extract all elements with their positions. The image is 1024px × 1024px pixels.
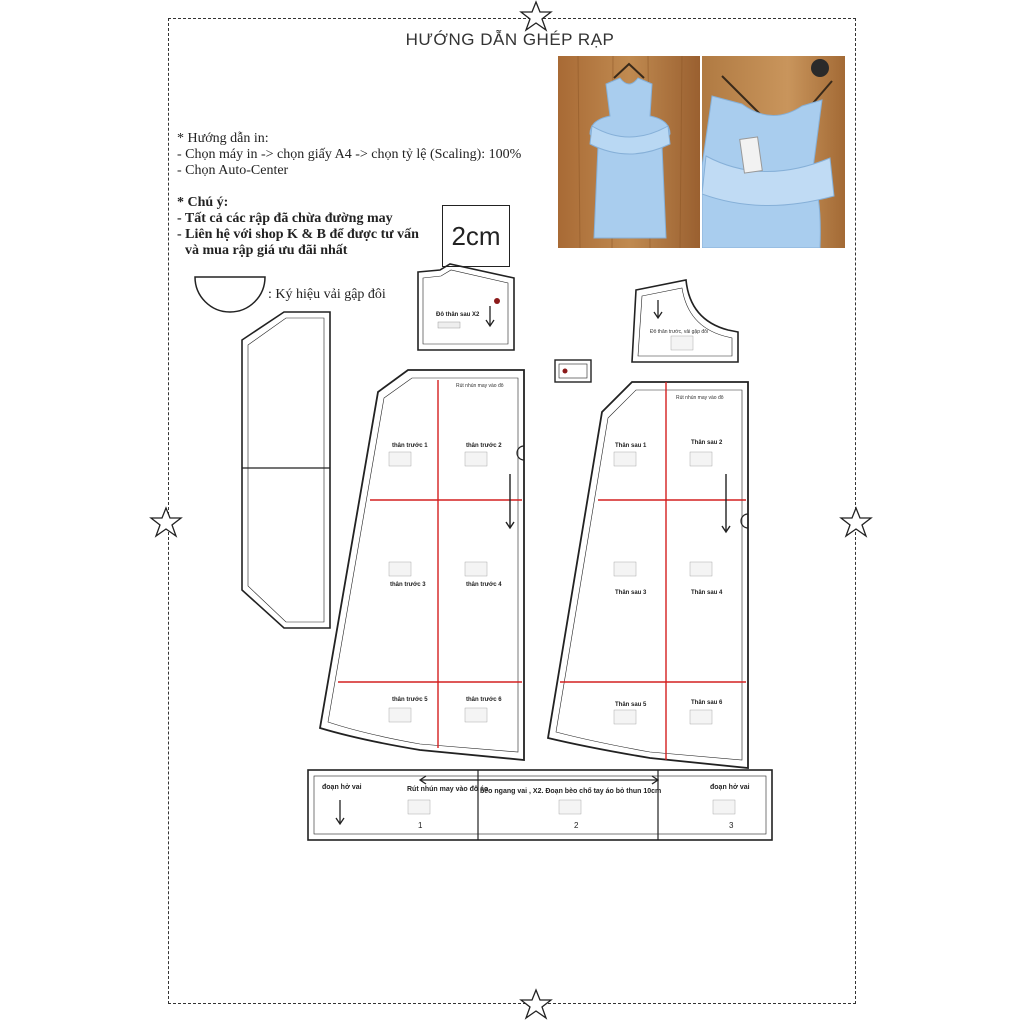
notes-heading: * Chú ý: bbox=[177, 195, 229, 210]
note-line: và mua rập giá ưu đãi nhất bbox=[185, 243, 348, 258]
star-icon bbox=[841, 508, 871, 536]
strip-right-label: đoạn hở vai bbox=[710, 784, 750, 791]
strip-number: 1 bbox=[418, 821, 423, 830]
pattern-piece-front-body bbox=[320, 370, 524, 760]
panel-label: Thân sau 1 bbox=[615, 443, 647, 449]
panel-label: Thân sau 6 bbox=[691, 700, 723, 706]
fold-symbol bbox=[195, 277, 265, 312]
pattern-piece-back-body bbox=[548, 382, 748, 768]
print-instructions-heading: * Hướng dẫn in: bbox=[177, 131, 269, 146]
star-icon bbox=[521, 990, 551, 1018]
pattern-piece-back-facing bbox=[418, 264, 514, 350]
back-facing-label: Đô thân sau X2 bbox=[436, 312, 480, 318]
panel-label: thân trước 1 bbox=[392, 443, 428, 449]
front-facing-label: Đô thân trước, vải gập đôi bbox=[650, 329, 709, 335]
panel-label: thân trước 6 bbox=[466, 697, 502, 703]
panel-label: Thân sau 5 bbox=[615, 702, 647, 708]
notch-marker bbox=[555, 360, 591, 382]
strip-left-label: đoạn hở vai bbox=[322, 784, 362, 791]
strip-note-2: bèo ngang vai , X2. Đoạn bèo chổ tay áo bỏ thun 10cm bbox=[480, 788, 662, 795]
pattern-piece-side-strip bbox=[242, 312, 330, 628]
print-instruction-line: - Chọn Auto-Center bbox=[177, 163, 289, 178]
panel-label: thân trước 2 bbox=[466, 443, 502, 449]
dot-marker-icon bbox=[494, 298, 500, 304]
note-line: - Tất cả các rập đã chừa đường may bbox=[177, 211, 393, 226]
arrow-down-icon bbox=[506, 474, 514, 528]
star-icon bbox=[151, 508, 181, 536]
scale-reference-box: 2cm bbox=[442, 205, 510, 267]
arrow-down-icon bbox=[654, 300, 662, 318]
strip-number: 2 bbox=[574, 821, 579, 830]
strip-note-1: Rút nhún may vào đô áo bbox=[407, 786, 489, 793]
panel-label: thân trước 4 bbox=[466, 582, 502, 588]
note-line: - Liên hệ với shop K & B để được tư vấn bbox=[177, 227, 419, 242]
back-body-top-note: Rút nhún may vào đô bbox=[676, 395, 724, 401]
pattern-piece-ruffle-strip bbox=[308, 770, 772, 840]
arrow-left-right-icon bbox=[420, 776, 658, 784]
star-icon bbox=[521, 2, 551, 30]
arrow-down-icon bbox=[486, 306, 494, 326]
panel-label: thân trước 5 bbox=[392, 697, 428, 703]
panel-label: thân trước 3 bbox=[390, 582, 426, 588]
panel-label: Thân sau 2 bbox=[691, 440, 723, 446]
strip-number: 3 bbox=[729, 821, 734, 830]
panel-label: Thân sau 4 bbox=[691, 590, 723, 596]
fold-symbol-label: : Ký hiệu vải gập đôi bbox=[268, 287, 386, 302]
print-instruction-line: - Chọn máy in -> chọn giấy A4 -> chọn tỷ lệ (Scaling): 100% bbox=[177, 147, 522, 162]
arrow-down-icon bbox=[336, 800, 344, 824]
page-title: HƯỚNG DẪN GHÉP RẠP bbox=[405, 30, 615, 49]
arrow-down-icon bbox=[722, 474, 730, 532]
front-body-top-note: Rút nhún may vào đô bbox=[456, 383, 504, 389]
panel-label: Thân sau 3 bbox=[615, 590, 647, 596]
